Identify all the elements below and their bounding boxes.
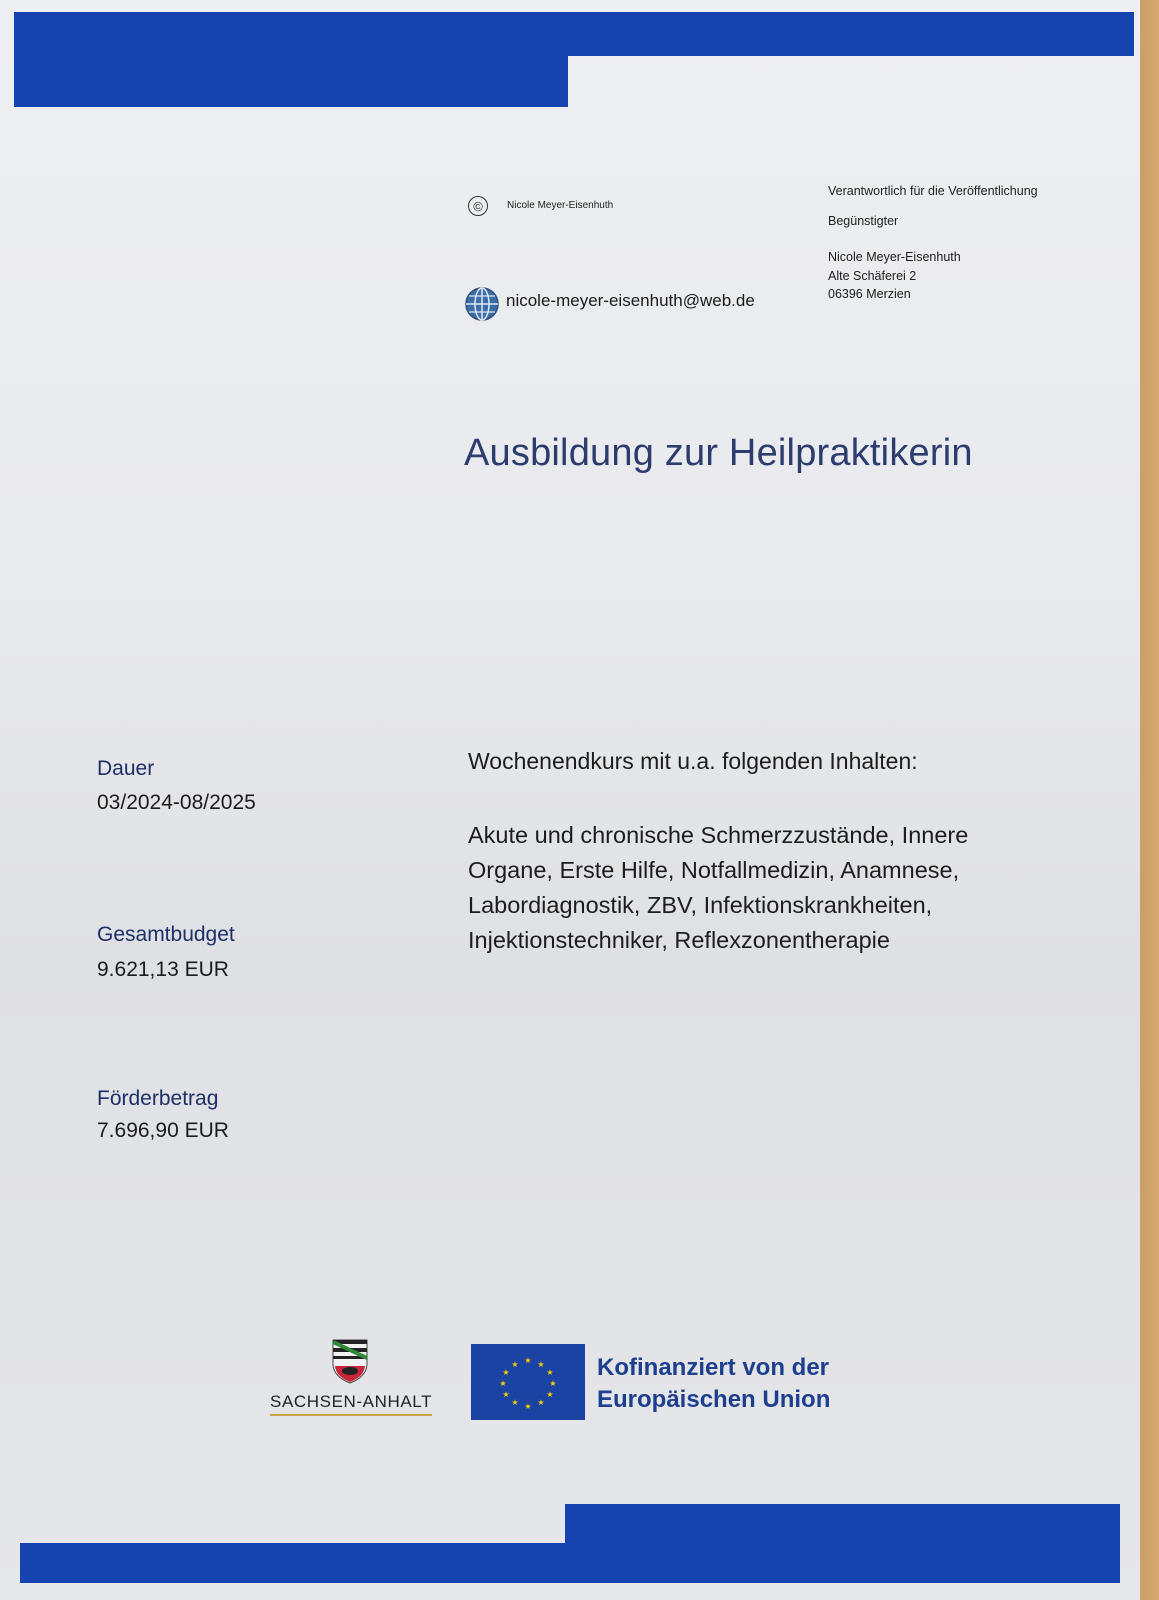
- fact-label-funding: Förderbetrag: [97, 1087, 219, 1110]
- eu-text-line-2: Europäischen Union: [597, 1386, 831, 1413]
- fact-value-total-budget: 9.621,13 EUR: [97, 958, 229, 981]
- fact-value-funding: 7.696,90 EUR: [97, 1119, 229, 1142]
- state-name: SACHSEN-ANHALT: [270, 1392, 432, 1416]
- bottom-band-lower: [20, 1543, 1120, 1583]
- course-topics: Akute und chronische Schmerzzustände, Innere Organe, Erste Hilfe, Notfallmedizin, Anamnese, Labordiagnostik, ZBV, Infektionskrankheiten, Injektionstechniker, Reflexzonentherapie: [468, 822, 969, 953]
- globe-icon: [464, 286, 500, 322]
- svg-text:★: ★: [537, 1398, 545, 1407]
- copyright-icon: ©: [468, 196, 488, 216]
- eu-text-line-1: Kofinanziert von der: [597, 1354, 830, 1381]
- svg-text:★: ★: [546, 1390, 554, 1399]
- address-name: Nicole Meyer-Eisenhuth: [828, 250, 961, 264]
- fact-label-total-budget: Gesamtbudget: [97, 923, 235, 946]
- copyright-holder: Nicole Meyer-Eisenhuth: [507, 200, 614, 211]
- svg-text:★: ★: [546, 1368, 554, 1377]
- state-crest-icon: [330, 1338, 370, 1384]
- fact-label-duration: Dauer: [97, 757, 155, 780]
- top-band-lower: [14, 55, 568, 107]
- svg-text:★: ★: [511, 1360, 519, 1369]
- svg-text:★: ★: [524, 1402, 532, 1411]
- svg-text:★: ★: [502, 1390, 510, 1399]
- address-street: Alte Schäferei 2: [828, 268, 917, 283]
- email-address: nicole-meyer-eisenhuth@web.de: [506, 291, 755, 310]
- svg-text:★: ★: [537, 1360, 545, 1369]
- fact-value-duration: 03/2024-08/2025: [97, 791, 256, 814]
- top-band-upper: [14, 12, 1134, 56]
- document-title: Ausbildung zur Heilpraktikerin: [464, 432, 973, 474]
- bottom-band-upper: [565, 1504, 1120, 1544]
- svg-text:★: ★: [511, 1398, 519, 1407]
- svg-text:★: ★: [549, 1379, 557, 1388]
- responsible-heading: Verantwortlich für die Veröffentlichung: [828, 184, 1038, 198]
- address-city: 06396 Merzien: [828, 287, 911, 301]
- eu-cofunding-text: [597, 1352, 830, 1416]
- svg-text:★: ★: [524, 1356, 532, 1365]
- course-intro: Wochenendkurs mit u.a. folgenden Inhalten:: [468, 748, 918, 774]
- beneficiary-label: Begünstigter: [828, 214, 899, 228]
- beneficiary-address: [828, 248, 961, 304]
- svg-text:★: ★: [499, 1379, 507, 1388]
- eu-flag-icon: [471, 1344, 585, 1420]
- svg-text:★: ★: [502, 1368, 510, 1377]
